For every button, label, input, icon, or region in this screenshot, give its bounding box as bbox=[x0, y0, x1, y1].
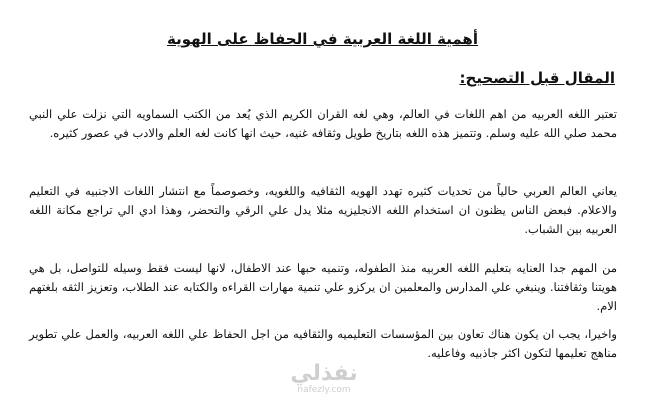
watermark-logo: نفذلي bbox=[290, 361, 358, 386]
paragraph-3: من المهم جدا العنايه بتعليم اللغه العربيه منذ الطفوله، وتنميه حبها عند الاطفال، لانها ليست فقط وسيله للتواصل، بل هي هويتنا وثقافتنا. وينبغي علي المدارس والمعلمين ان يركزو علي تنمية مهارات القراءه والكتابه عند الطلاب، وتعزيز الثقه بلغتهم الام. bbox=[29, 261, 617, 313]
paragraph-4: واخيرا، يجب ان يكون هناك تعاون بين المؤسسات التعليميه والثقافيه من اجل الحفاظ علي اللغه العربيه، والعمل علي تطوير مناهج تعليمها لتكون اكثر جاذبيه وفاعليه. bbox=[29, 327, 617, 360]
watermark-url: nafezly.com bbox=[297, 385, 351, 395]
document-title: أهمية اللغة العربية في الحفاظ على الهوية bbox=[167, 30, 478, 48]
section-heading: المقال قبل التصحيح: bbox=[459, 69, 615, 87]
paragraph-1: تعتبر اللغه العربيه من اهم اللغات في العالم، وهي لغه القران الكريم الذي يُعد من الكتب السماويه التي نزلت علي النبي محمد صلي الله عليه وسلم. وتتميز هذه اللغه بتاريخ طويل وثقافه غنيه، حيث انها كانت لغه العلم والادب في عصور كثيره. bbox=[29, 107, 617, 140]
paragraph-2: يعاني العالم العربي حالياً من تحديات كثيره تهدد الهويه الثقافيه واللغويه، وخصوصماً مع انتشار اللغات الاجنبيه في التعليم والاعلام. فبعض الناس يظنون ان استخدام اللغه الانجليزيه مثلا يدل علي الرقي والتحضر، وهذا ادي الي تراجع مكانة اللغه العربيه بين الشباب. bbox=[29, 184, 617, 236]
